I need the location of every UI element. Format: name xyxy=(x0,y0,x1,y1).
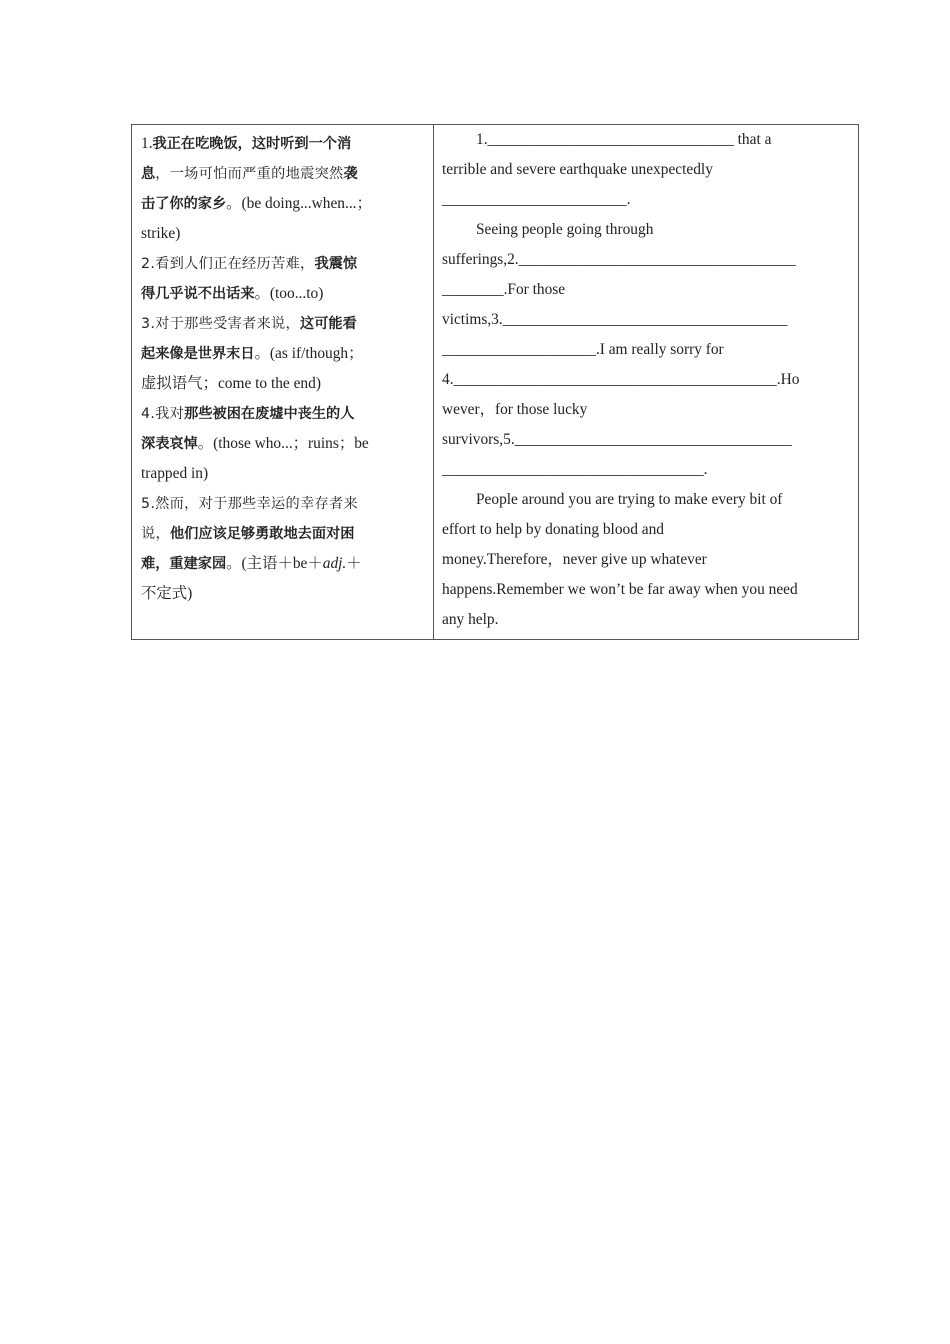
passage-line: 1.________________________________ that a xyxy=(476,131,772,148)
prompt-4-line-1: 4.我对那些被困在废墟中丧生的人 xyxy=(141,406,355,422)
passage-line: happens.Remember we won’t be far away when you need xyxy=(442,581,798,598)
chinese-prompts-cell xyxy=(132,125,434,640)
prompt-3-line-2: 起来像是世界末日。(as if/though； xyxy=(141,345,364,362)
prompt-2-line-2: 得几乎说不出话来。(too...to) xyxy=(141,285,324,302)
prompt-1-line-3: 击了你的家乡。(be doing...when...； xyxy=(141,195,372,212)
english-passage-cell xyxy=(434,125,859,640)
prompt-3-line-1: 3.对于那些受害者来说，这可能看 xyxy=(141,316,357,332)
prompt-5-line-4: 不定式) xyxy=(141,585,193,602)
passage-line: sufferings,2.____________________________________ xyxy=(442,251,796,268)
passage-line: any help. xyxy=(442,611,499,628)
passage-line: survivors,5.____________________________________ xyxy=(442,431,792,448)
prompt-1-line-1: 1.我正在吃晚饭，这时听到一个消 xyxy=(141,135,352,152)
passage-line: 4.__________________________________________.Ho xyxy=(442,371,800,388)
passage-line: wever，for those lucky xyxy=(442,401,588,418)
exercise-table xyxy=(131,124,859,640)
passage-line: victims,3._____________________________________ xyxy=(442,311,788,328)
table-row xyxy=(132,125,859,640)
passage-line: terrible and severe earthquake unexpectedly xyxy=(442,161,713,178)
passage-line: effort to help by donating blood and xyxy=(442,521,664,538)
prompt-5-line-2: 说，他们应该足够勇敢地去面对困 xyxy=(141,526,355,542)
prompt-2-line-1: 2.看到人们正在经历苦难，我震惊 xyxy=(141,256,358,272)
passage-line: ____________________.I am really sorry for xyxy=(442,341,724,358)
passage-line: ________________________. xyxy=(442,191,631,208)
prompt-4-line-3: trapped in) xyxy=(141,465,209,482)
passage-line: __________________________________. xyxy=(442,461,708,478)
passage-line: People around you are trying to make every bit of xyxy=(476,491,783,508)
prompt-3-line-3: 虚拟语气；come to the end) xyxy=(141,375,321,392)
prompt-5-line-3: 难，重建家园。(主语＋be＋adj.＋ xyxy=(141,555,362,572)
passage-line: money.Therefore，never give up whatever xyxy=(442,551,707,568)
passage-line: ________.For those xyxy=(442,281,566,298)
prompt-4-line-2: 深表哀悼。(those who...；ruins；be xyxy=(141,435,369,452)
prompt-1-line-4: strike) xyxy=(141,225,181,242)
prompt-5-line-1: 5.然而，对于那些幸运的幸存者来 xyxy=(141,496,358,512)
prompt-1-line-2: 息，一场可怕而严重的地震突然袭 xyxy=(141,166,358,182)
passage-line: Seeing people going through xyxy=(476,221,654,238)
